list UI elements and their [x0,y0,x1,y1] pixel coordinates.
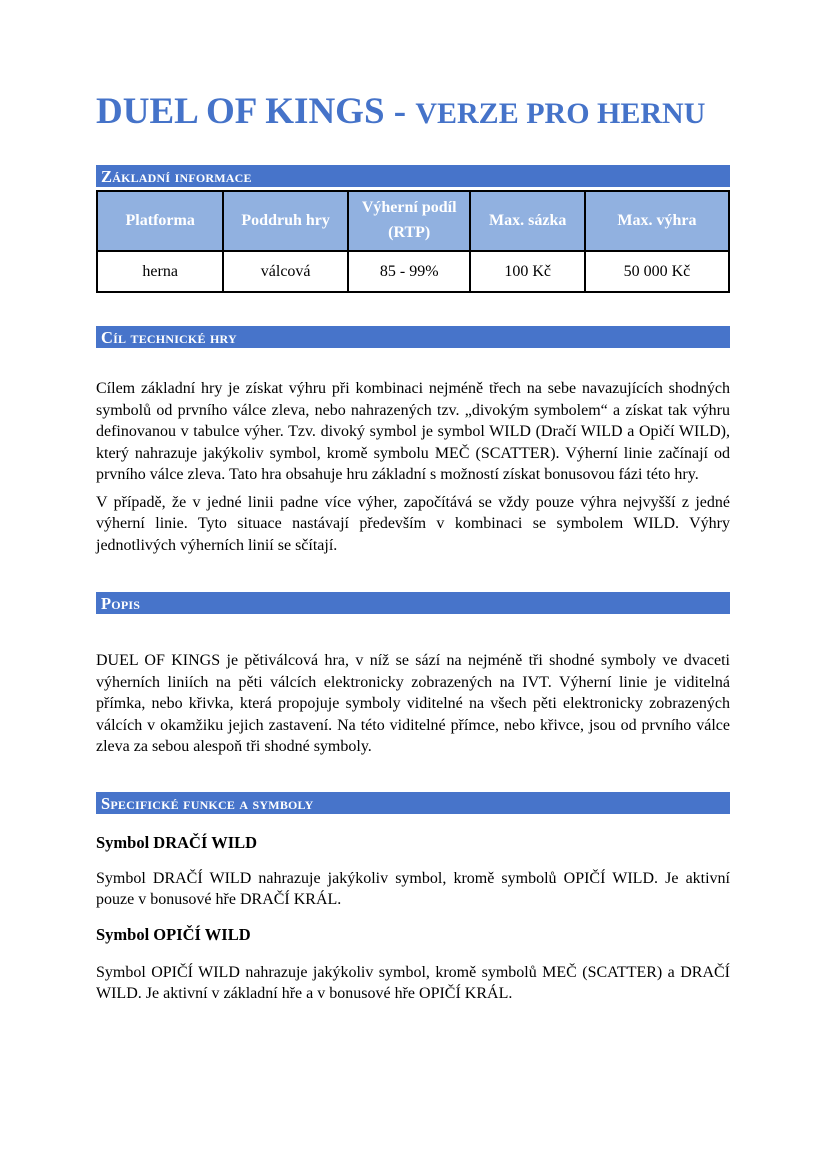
cell-max-vyhra: 50 000 Kč [585,251,729,292]
paragraph-goal-2: V případě, že v jedné linii padne více výher, započítává se vždy pouze výhra nejvyšší z jedné výherní linie. Tyto situace nastávají především v kombinaci se symbolem WILD. Výhry jednotlivých výherních linií se sčítají. [96,493,730,554]
paragraph-description: DUEL OF KINGS je pětiválcová hra, v níž se sází na nejméně tři shodné symboly ve dvaceti výherních liniích na pěti válcích elektronicky zobrazených na IVT. Výherní linie je viditelná přímka, nebo křivka, která propojuje symboly viditelné na všech pěti elektronicky zobrazených válcích v okamžiku jejich zastavení. Na této viditelné přímce, nebo křivce, jsou od prvního válce zleva za sebou alespoň tři shodné symboly. [96,652,730,755]
header-max-vyhra: Max. výhra [585,191,729,251]
cell-poddruh-hry: válcová [223,251,348,292]
section-bar-specific-functions: Specifické funkce a symboly [96,792,730,814]
title-main: DUEL OF KINGS - [96,91,416,132]
cell-max-sazka: 100 Kč [470,251,584,292]
header-max-sazka: Max. sázka [470,191,584,251]
cell-platforma: herna [97,251,223,292]
document-title [96,92,730,134]
paragraph-goal-1: Cílem základní hry je získat výhru při kombinaci nejméně třech na sebe navazujících shodných symbolů od prvního válce zleva, nebo nahrazených tzv. „divokým symbolem“ a získat tak výhru definovanou v tabulce výher. Tzv. divoký symbol je symbol WILD (Dračí WILD a Opičí WILD), který nahrazuje jakýkoliv symbol, kromě symbolu MEČ (SCATTER). Výherní linie začínají od prvního válce zleva. Tato hra obsahuje hru základní s možností získat bonusovou fázi této hry. [96,380,730,483]
basic-info-table [96,190,730,293]
paragraph-opici-wild: Symbol OPIČÍ WILD nahrazuje jakýkoliv symbol, kromě symbolů MEČ (SCATTER) a DRAČÍ WILD. Je aktivní v základní hře a v bonusové hře OPIČÍ KRÁL. [96,963,730,1002]
table-header-row [97,191,729,251]
paragraph-draci-wild: Symbol DRAČÍ WILD nahrazuje jakýkoliv symbol, kromě symbolů OPIČÍ WILD. Je aktivní pouze v bonusové hře DRAČÍ KRÁL. [96,869,730,908]
subheading-opici-wild: Symbol OPIČÍ WILD [96,924,251,944]
subheading-draci-wild: Symbol DRAČÍ WILD [96,832,258,852]
section-bar-goal: Cíl technické hry [96,326,730,348]
cell-vyherni-podil: 85 - 99% [348,251,471,292]
document-content [0,92,827,1005]
header-poddruh-hry: Poddruh hry [223,191,348,251]
table-data-row [97,251,729,292]
section-bar-description: Popis [96,592,730,614]
header-platforma: Platforma [97,191,223,251]
title-sub: VERZE PRO HERNU [415,97,706,130]
section-bar-basic-info: Základní informace [96,165,730,187]
header-vyherni-podil: Výherní podíl (RTP) [348,191,471,251]
